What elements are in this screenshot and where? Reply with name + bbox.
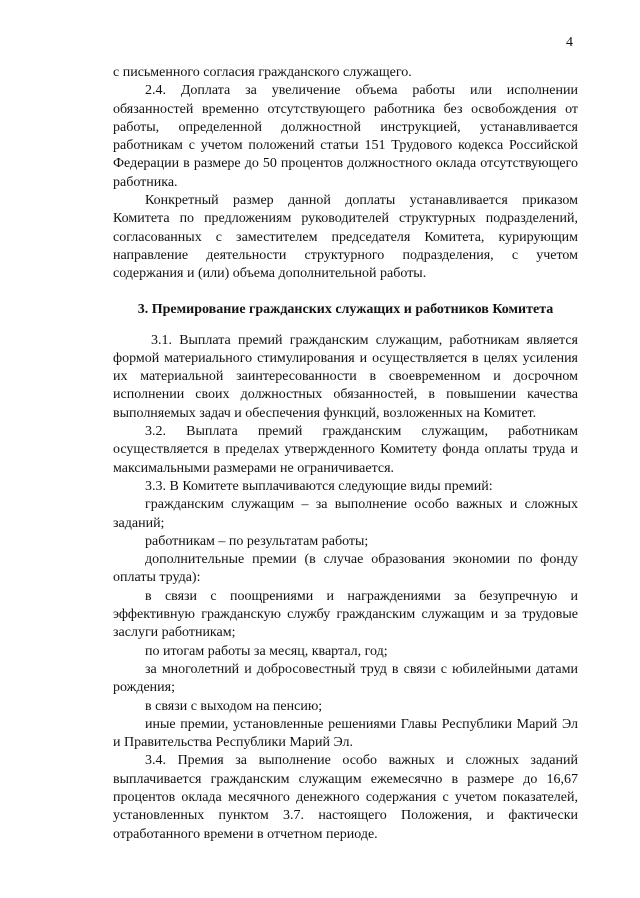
list-item-other-bonuses: иные премии, установленные решениями Главы Республики Марий Эл и Правительства Республики Марий Эл. <box>113 716 578 751</box>
paragraph-3-2: 3.2. Выплата премий гражданским служащим, работникам осуществляется в пределах утвержденного Комитету фонда оплаты труда и максимальными размерами не ограничивается. <box>113 424 578 476</box>
document-body <box>113 64 578 844</box>
page-number: 4 <box>566 35 573 50</box>
list-item-awards: в связи с поощрениями и награждениями за безупречную и эффективную гражданскую службу гражданским служащим и за трудовые заслуги работникам; <box>113 588 578 641</box>
section-title: 3. Премирование гражданских служащих и работников Комитета <box>137 301 554 317</box>
paragraph-3-1: 3.1. Выплата премий гражданским служащим, работникам является формой материального стимулирования и осуществляется в целях усиления их материальной заинтересованности в своевременном и досрочном исполнении своих должностных обязанностей, в повышении качества выполняемых задач и обеспечения функций, возложенных на Комитет. <box>113 332 578 421</box>
paragraph-continuation: с письменного согласия гражданского служащего. <box>113 65 412 80</box>
paragraph-3-4: 3.4. Премия за выполнение особо важных и сложных заданий выплачивается гражданским служащим ежемесячно в размере до 16,67 процентов оклада месячного денежного содержания с учетом показателей, установленных пунктом 3.7. настоящего Положения, и фактически отработанного времени в отчетном периоде. <box>113 753 578 842</box>
list-item-retirement: в связи с выходом на пенсию; <box>145 698 323 714</box>
list-item-long-service: за многолетний и добросовестный труд в связи с юбилейными датами рождения; <box>113 661 578 696</box>
list-item-additional-bonuses: дополнительные премии (в случае образования экономии по фонду оплаты труда): <box>113 552 578 586</box>
paragraph-bonus-amount: Конкретный размер данной доплаты устанавливается приказом Комитета по предложениям руководителей структурных подразделений, согласованных с заместителем председателя Комитета, курирующим направление деятельности структурного подразделения, с учетом содержания и (или) объема дополнительной работы. <box>113 193 578 282</box>
paragraph-2-4: 2.4. Доплата за увеличение объема работы или исполнении обязанностей временно отсутствующего работника без освобождения от работы, определенной должностной инструкцией, устанавливается работникам с учетом положений статьи 151 Трудового кодекса Российской Федерации в размере до 50 процентов должностного оклада отсутствующего работника. <box>113 83 578 190</box>
list-item-employees: работникам – по результатам работы; <box>145 533 369 549</box>
paragraph-3-3: 3.3. В Комитете выплачиваются следующие виды премий: <box>145 478 493 494</box>
list-item-civil-servants: гражданским служащим – за выполнение особо важных и сложных заданий; <box>113 497 578 531</box>
list-item-period-results: по итогам работы за месяц, квартал, год; <box>145 643 388 659</box>
